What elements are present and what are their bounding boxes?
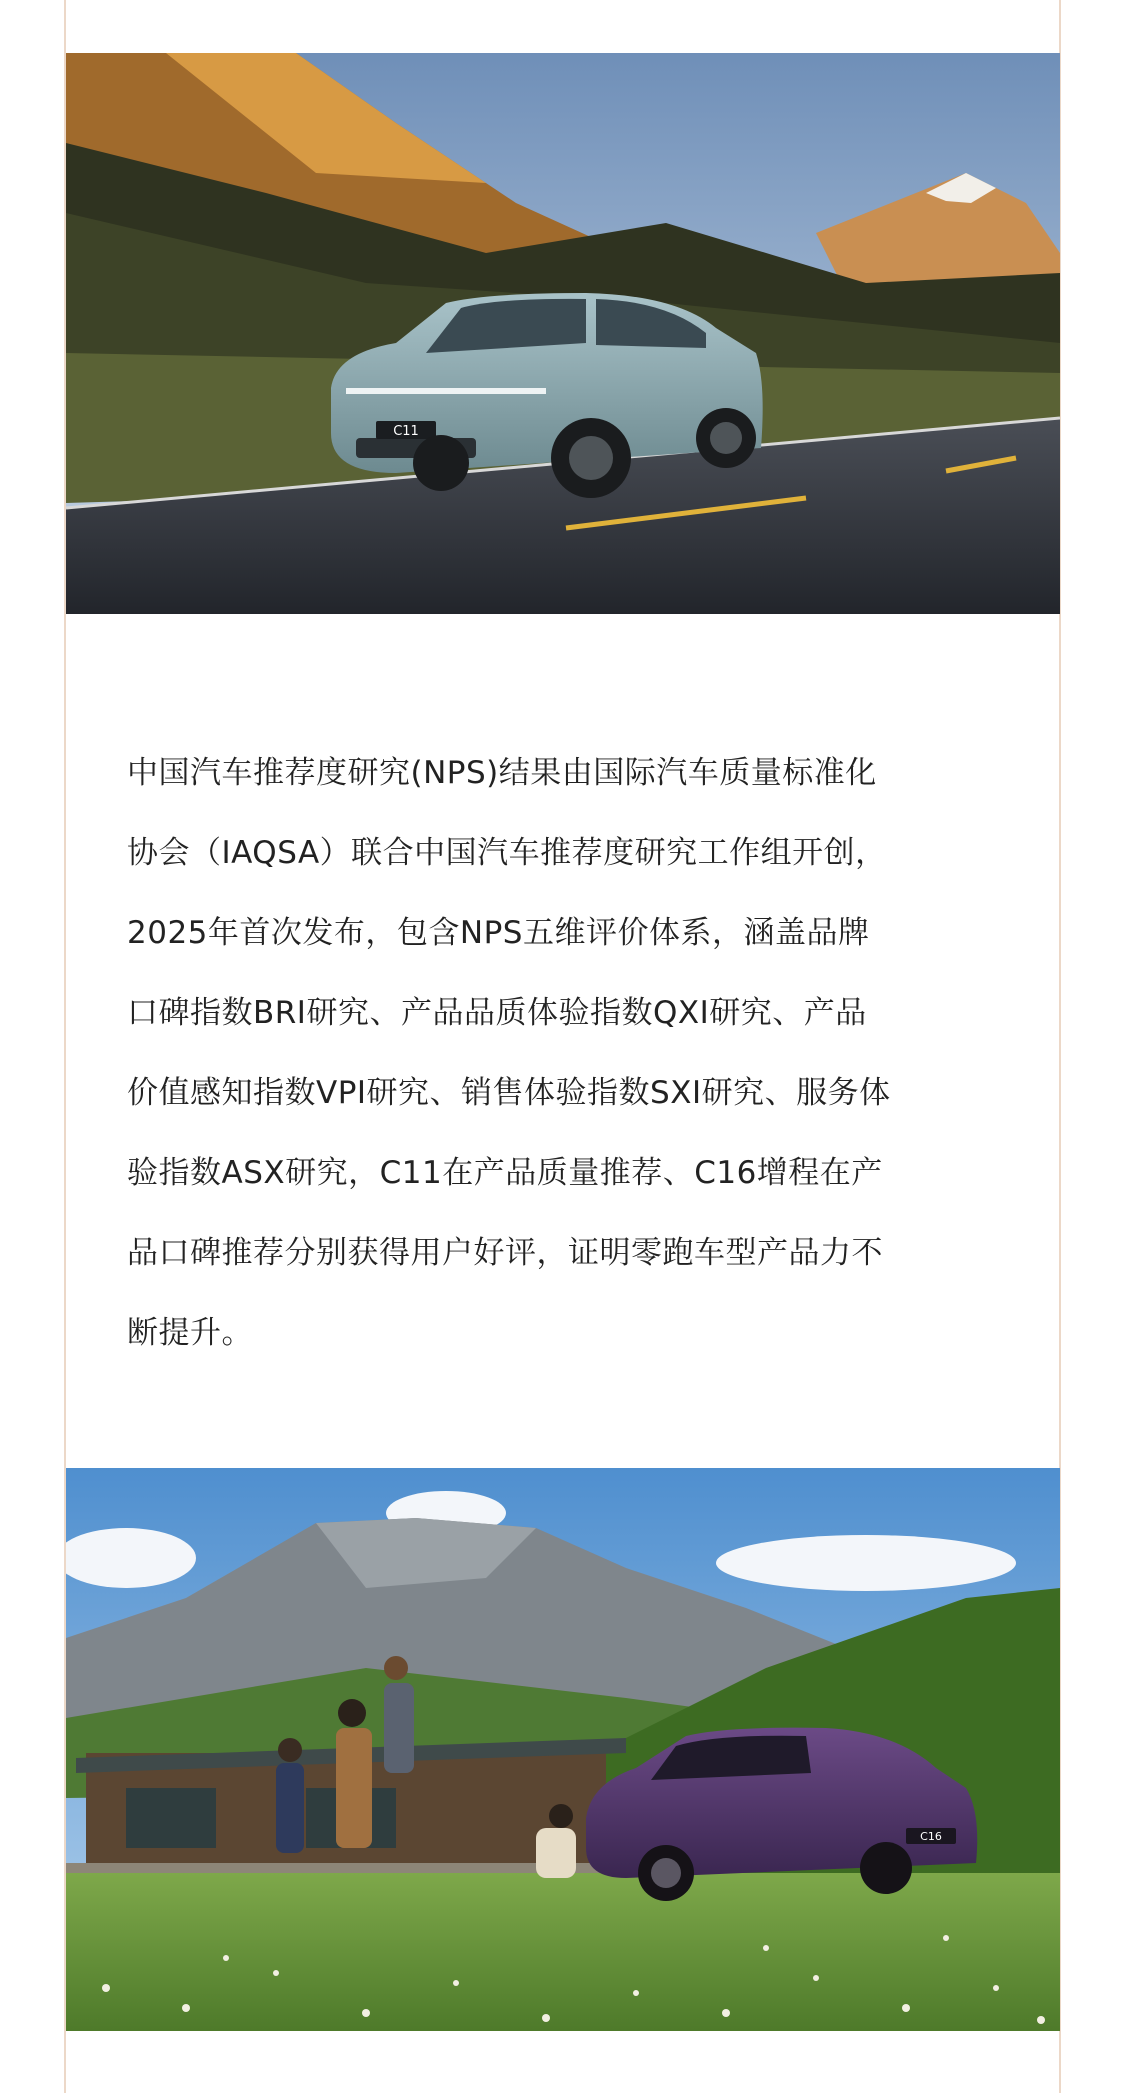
article-body [127, 733, 1007, 1373]
article-line: 价值感知指数VPI研究、销售体验指数SXI研究、服务体 [127, 1075, 891, 1111]
article-line: 品口碑推荐分别获得用户好评，证明零跑车型产品力不 [127, 1235, 883, 1271]
license-plate: C16 [920, 1830, 942, 1843]
article-line: 口碑指数BRI研究、产品品质体验指数QXI研究、产品 [127, 995, 867, 1031]
family-meadow-car-image [66, 1468, 1060, 2031]
article-line: 断提升。 [127, 1315, 253, 1351]
article-line: 2025年首次发布，包含NPS五维评价体系，涵盖品牌 [127, 915, 870, 951]
hero-photo-c11 [66, 53, 1060, 614]
article-line: 中国汽车推荐度研究(NPS)结果由国际汽车质量标准化 [127, 755, 877, 791]
article-line: 协会（IAQSA）联合中国汽车推荐度研究工作组开创， [127, 835, 887, 871]
article-line: 验指数ASX研究，C11在产品质量推荐、C16增程在产 [127, 1155, 883, 1191]
family-photo-c16 [66, 1468, 1060, 2031]
mountain-road-car-image [66, 53, 1060, 614]
license-plate: C11 [393, 424, 419, 439]
